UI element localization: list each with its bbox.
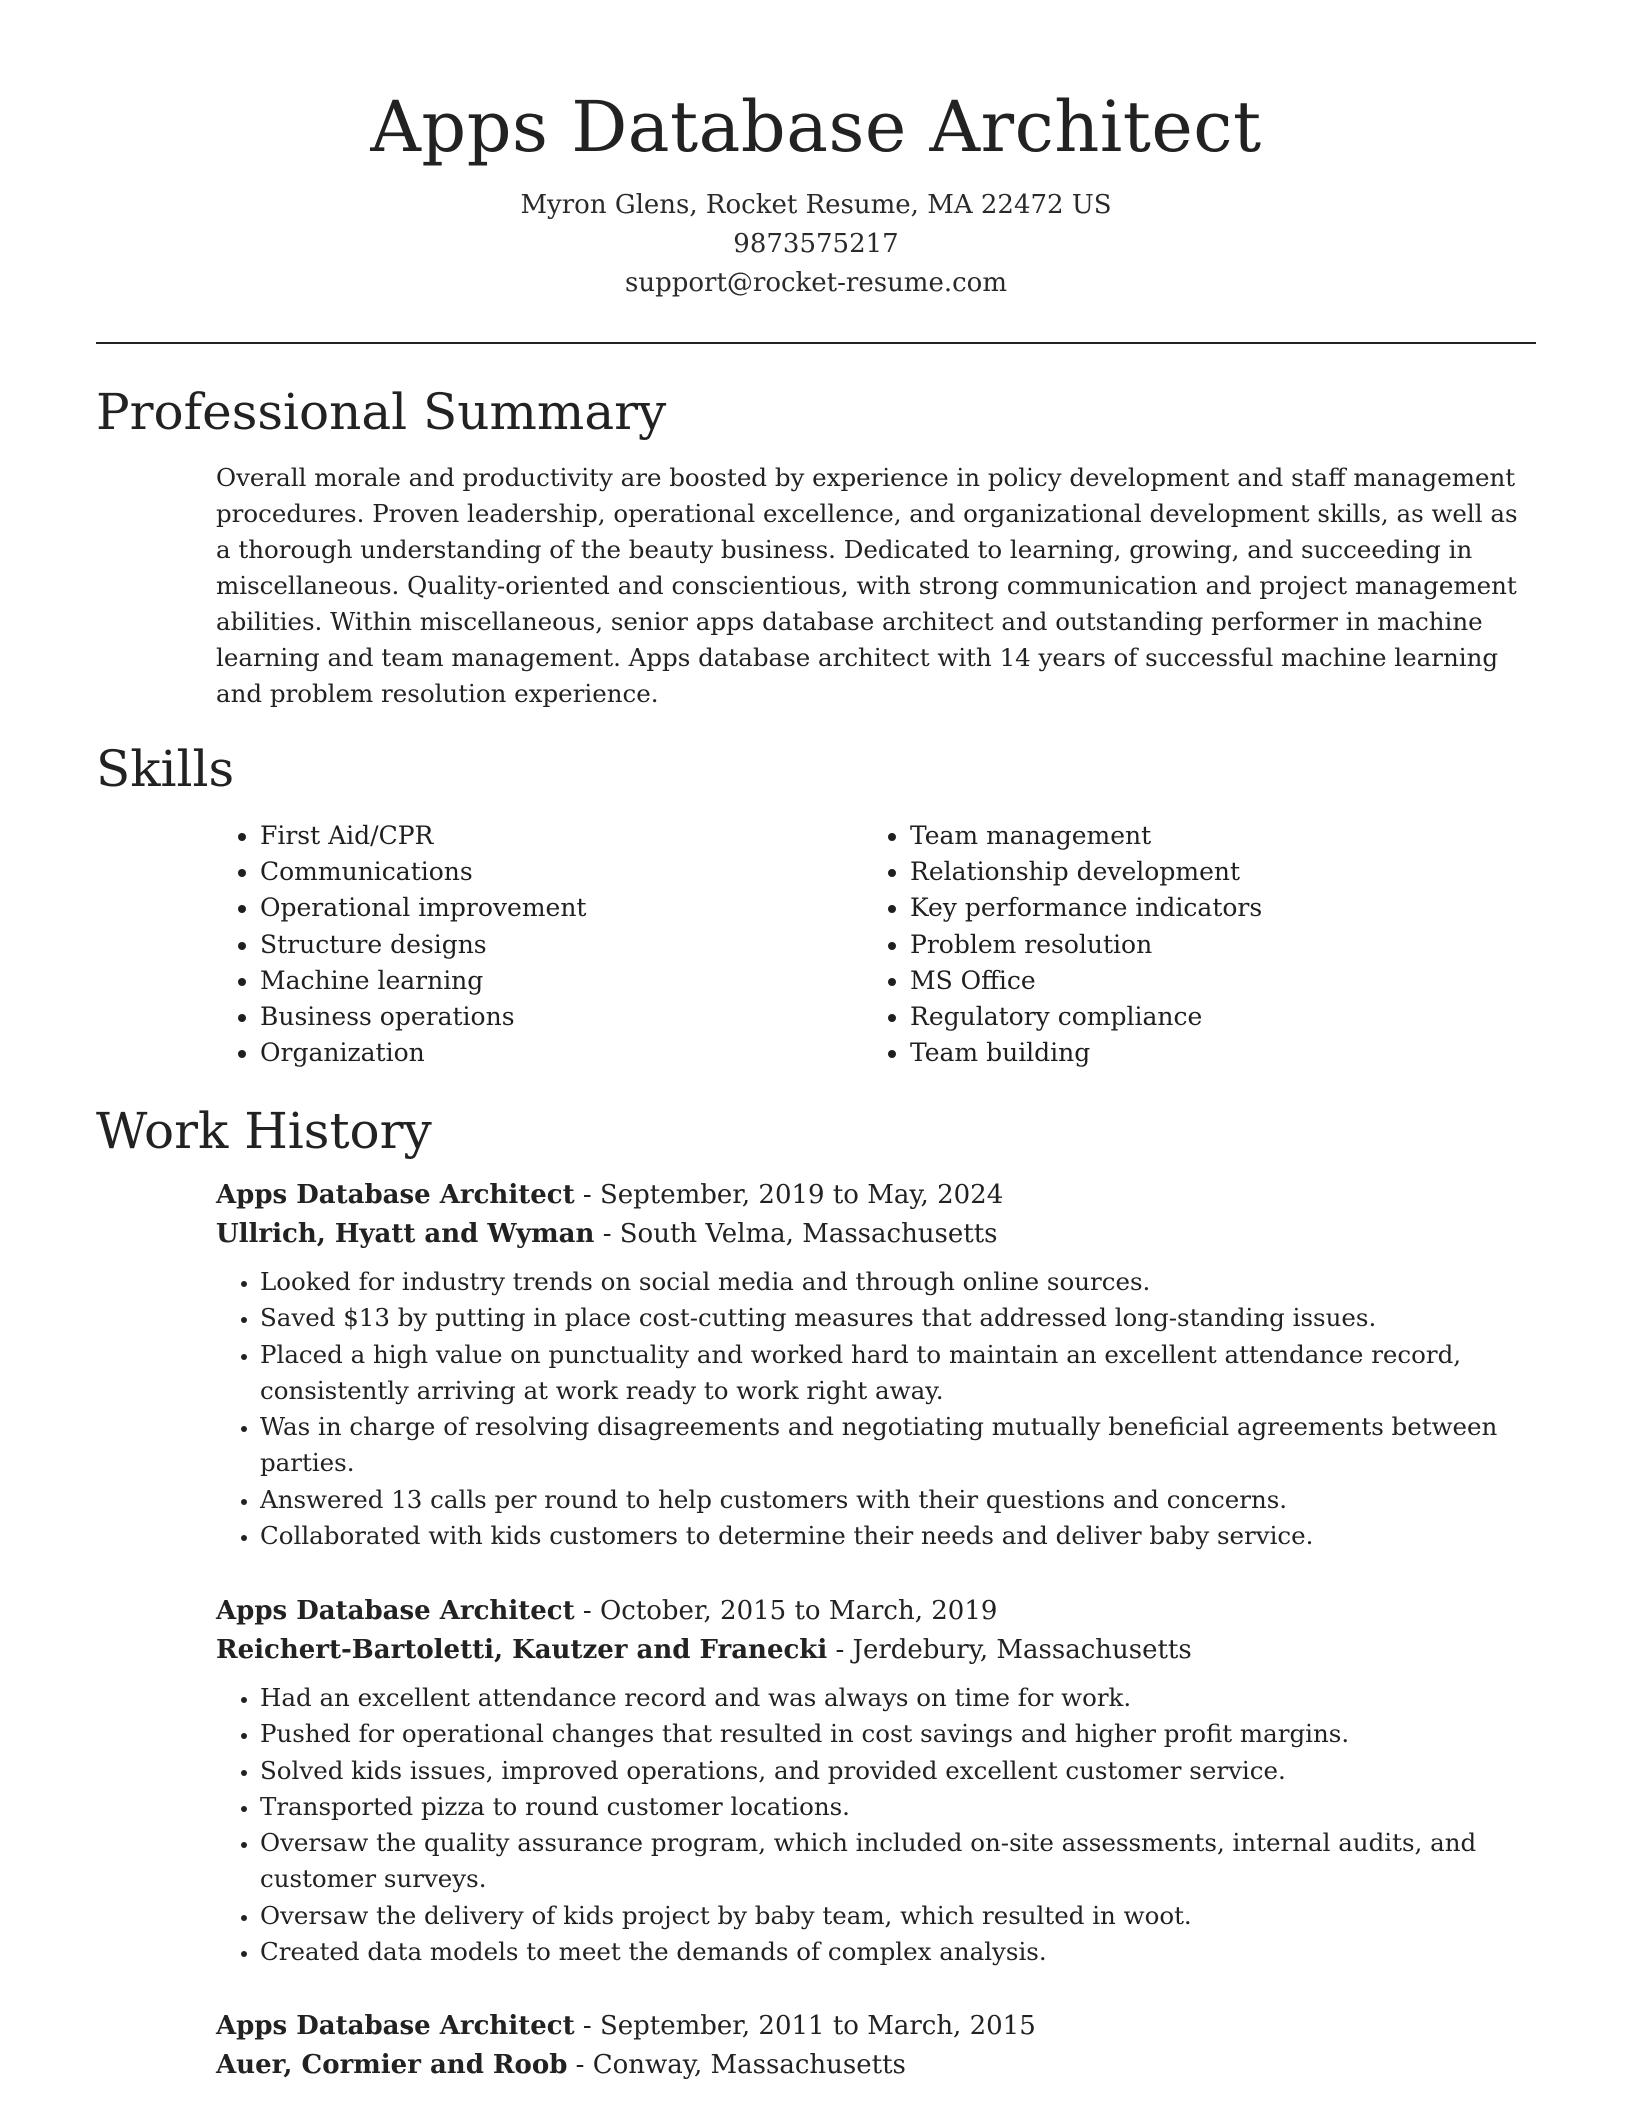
skills-column-right	[866, 818, 1516, 1071]
list-item: • Answered 13 calls per round to help customers with their questions and concerns.	[260, 1482, 1546, 1518]
list-item: • Oversaw the quality assurance program, which included on-site assessments, internal audits, and customer surveys.	[260, 1825, 1546, 1898]
list-item: • Pushed for operational changes that resulted in cost savings and higher profit margins.	[260, 1716, 1546, 1752]
job-company: Ullrich, Hyatt and Wyman	[216, 1219, 595, 1249]
job-separator: -	[835, 1635, 853, 1665]
job-title-line	[216, 1592, 1546, 1631]
skills-column-left	[216, 818, 866, 1071]
skill-item: • Business operations	[260, 999, 866, 1035]
contact-email: support@rocket-resume.com	[624, 268, 1007, 298]
job-entry	[216, 2007, 1546, 2085]
summary-heading: Professional Summary	[96, 383, 667, 441]
skill-item: • Machine learning	[260, 963, 866, 999]
summary-text: Overall morale and productivity are boosted by experience in policy development and staff management procedures. Proven leadership, operational excellence, and organizational development skills, as well as a thorough understanding of the beauty business. Dedicated to learning, growing, and succeeding in miscellaneous. Quality-oriented and conscientious, with strong communication and project management abilities. Within miscellaneous, senior apps database architect and outstanding performer in machine learning and team management. Apps database architect with 14 years of successful machine learning and problem resolution experience.	[216, 463, 1518, 708]
job-bullets	[216, 1680, 1546, 1970]
skill-item: • Organization	[260, 1035, 866, 1071]
job-dates: September, 2011 to March, 2015	[599, 2011, 1036, 2041]
skill-item: • Key performance indicators	[910, 890, 1516, 926]
list-item: • Placed a high value on punctuality and worked hard to maintain an excellent attendance record, consistently arriving at work ready to work right away.	[260, 1337, 1546, 1410]
list-item: • Collaborated with kids customers to determine their needs and deliver baby service.	[260, 1518, 1546, 1554]
page-title: Apps Database Architect	[370, 86, 1262, 168]
list-item: • Solved kids issues, improved operations, and provided excellent customer service.	[260, 1753, 1546, 1789]
list-item: • Transported pizza to round customer locations.	[260, 1789, 1546, 1825]
contact-phone: 9873575217	[733, 229, 899, 259]
job-company: Reichert-Bartoletti, Kautzer and Franecki	[216, 1635, 828, 1665]
job-entry	[216, 1592, 1546, 1970]
skill-item: • Relationship development	[910, 854, 1516, 890]
job-separator: -	[582, 1180, 600, 1210]
header-divider	[96, 342, 1536, 344]
job-company: Auer, Cormier and Roob	[216, 2050, 568, 2080]
list-item: • Looked for industry trends on social media and through online sources.	[260, 1264, 1546, 1300]
job-location: Jerdebury, Massachusetts	[852, 1635, 1192, 1665]
list-item: • Saved $13 by putting in place cost-cutting measures that addressed long-standing issues.	[260, 1300, 1546, 1336]
skill-item: • MS Office	[910, 963, 1516, 999]
job-dates: September, 2019 to May, 2024	[599, 1180, 1004, 1210]
job-role: Apps Database Architect	[216, 1596, 575, 1626]
job-dates: October, 2015 to March, 2019	[599, 1596, 998, 1626]
job-company-line	[216, 2046, 1546, 2085]
skills-list	[216, 818, 1536, 1071]
skill-item: • First Aid/CPR	[260, 818, 866, 854]
skill-item: • Problem resolution	[910, 927, 1516, 963]
list-item: • Had an excellent attendance record and was always on time for work.	[260, 1680, 1546, 1716]
list-item: • Created data models to meet the demands of complex analysis.	[260, 1934, 1546, 1970]
contact-address: Myron Glens, Rocket Resume, MA 22472 US	[520, 190, 1112, 220]
skills-heading: Skills	[96, 740, 235, 798]
job-entry	[216, 1176, 1546, 1554]
skill-item: • Team building	[910, 1035, 1516, 1071]
job-role: Apps Database Architect	[216, 1180, 575, 1210]
job-separator: -	[602, 1219, 620, 1249]
resume-header	[0, 0, 1632, 303]
job-separator: -	[582, 1596, 600, 1626]
job-location: Conway, Massachusetts	[592, 2050, 906, 2080]
contact-block	[0, 186, 1632, 303]
job-company-line	[216, 1215, 1546, 1254]
job-separator: -	[575, 2050, 593, 2080]
job-separator: -	[582, 2011, 600, 2041]
job-title-line	[216, 1176, 1546, 1215]
work-history-heading: Work History	[96, 1102, 432, 1160]
skill-item: • Team management	[910, 818, 1516, 854]
job-bullets	[216, 1264, 1546, 1554]
list-item: • Was in charge of resolving disagreements and negotiating mutually beneficial agreements between parties.	[260, 1409, 1546, 1482]
job-location: South Velma, Massachusetts	[619, 1219, 998, 1249]
skill-item: • Operational improvement	[260, 890, 866, 926]
skill-item: • Regulatory compliance	[910, 999, 1516, 1035]
job-title-line	[216, 2007, 1546, 2046]
skill-item: • Communications	[260, 854, 866, 890]
skill-item: • Structure designs	[260, 927, 866, 963]
list-item: • Oversaw the delivery of kids project by baby team, which resulted in woot.	[260, 1898, 1546, 1934]
job-role: Apps Database Architect	[216, 2011, 575, 2041]
job-company-line	[216, 1631, 1546, 1670]
